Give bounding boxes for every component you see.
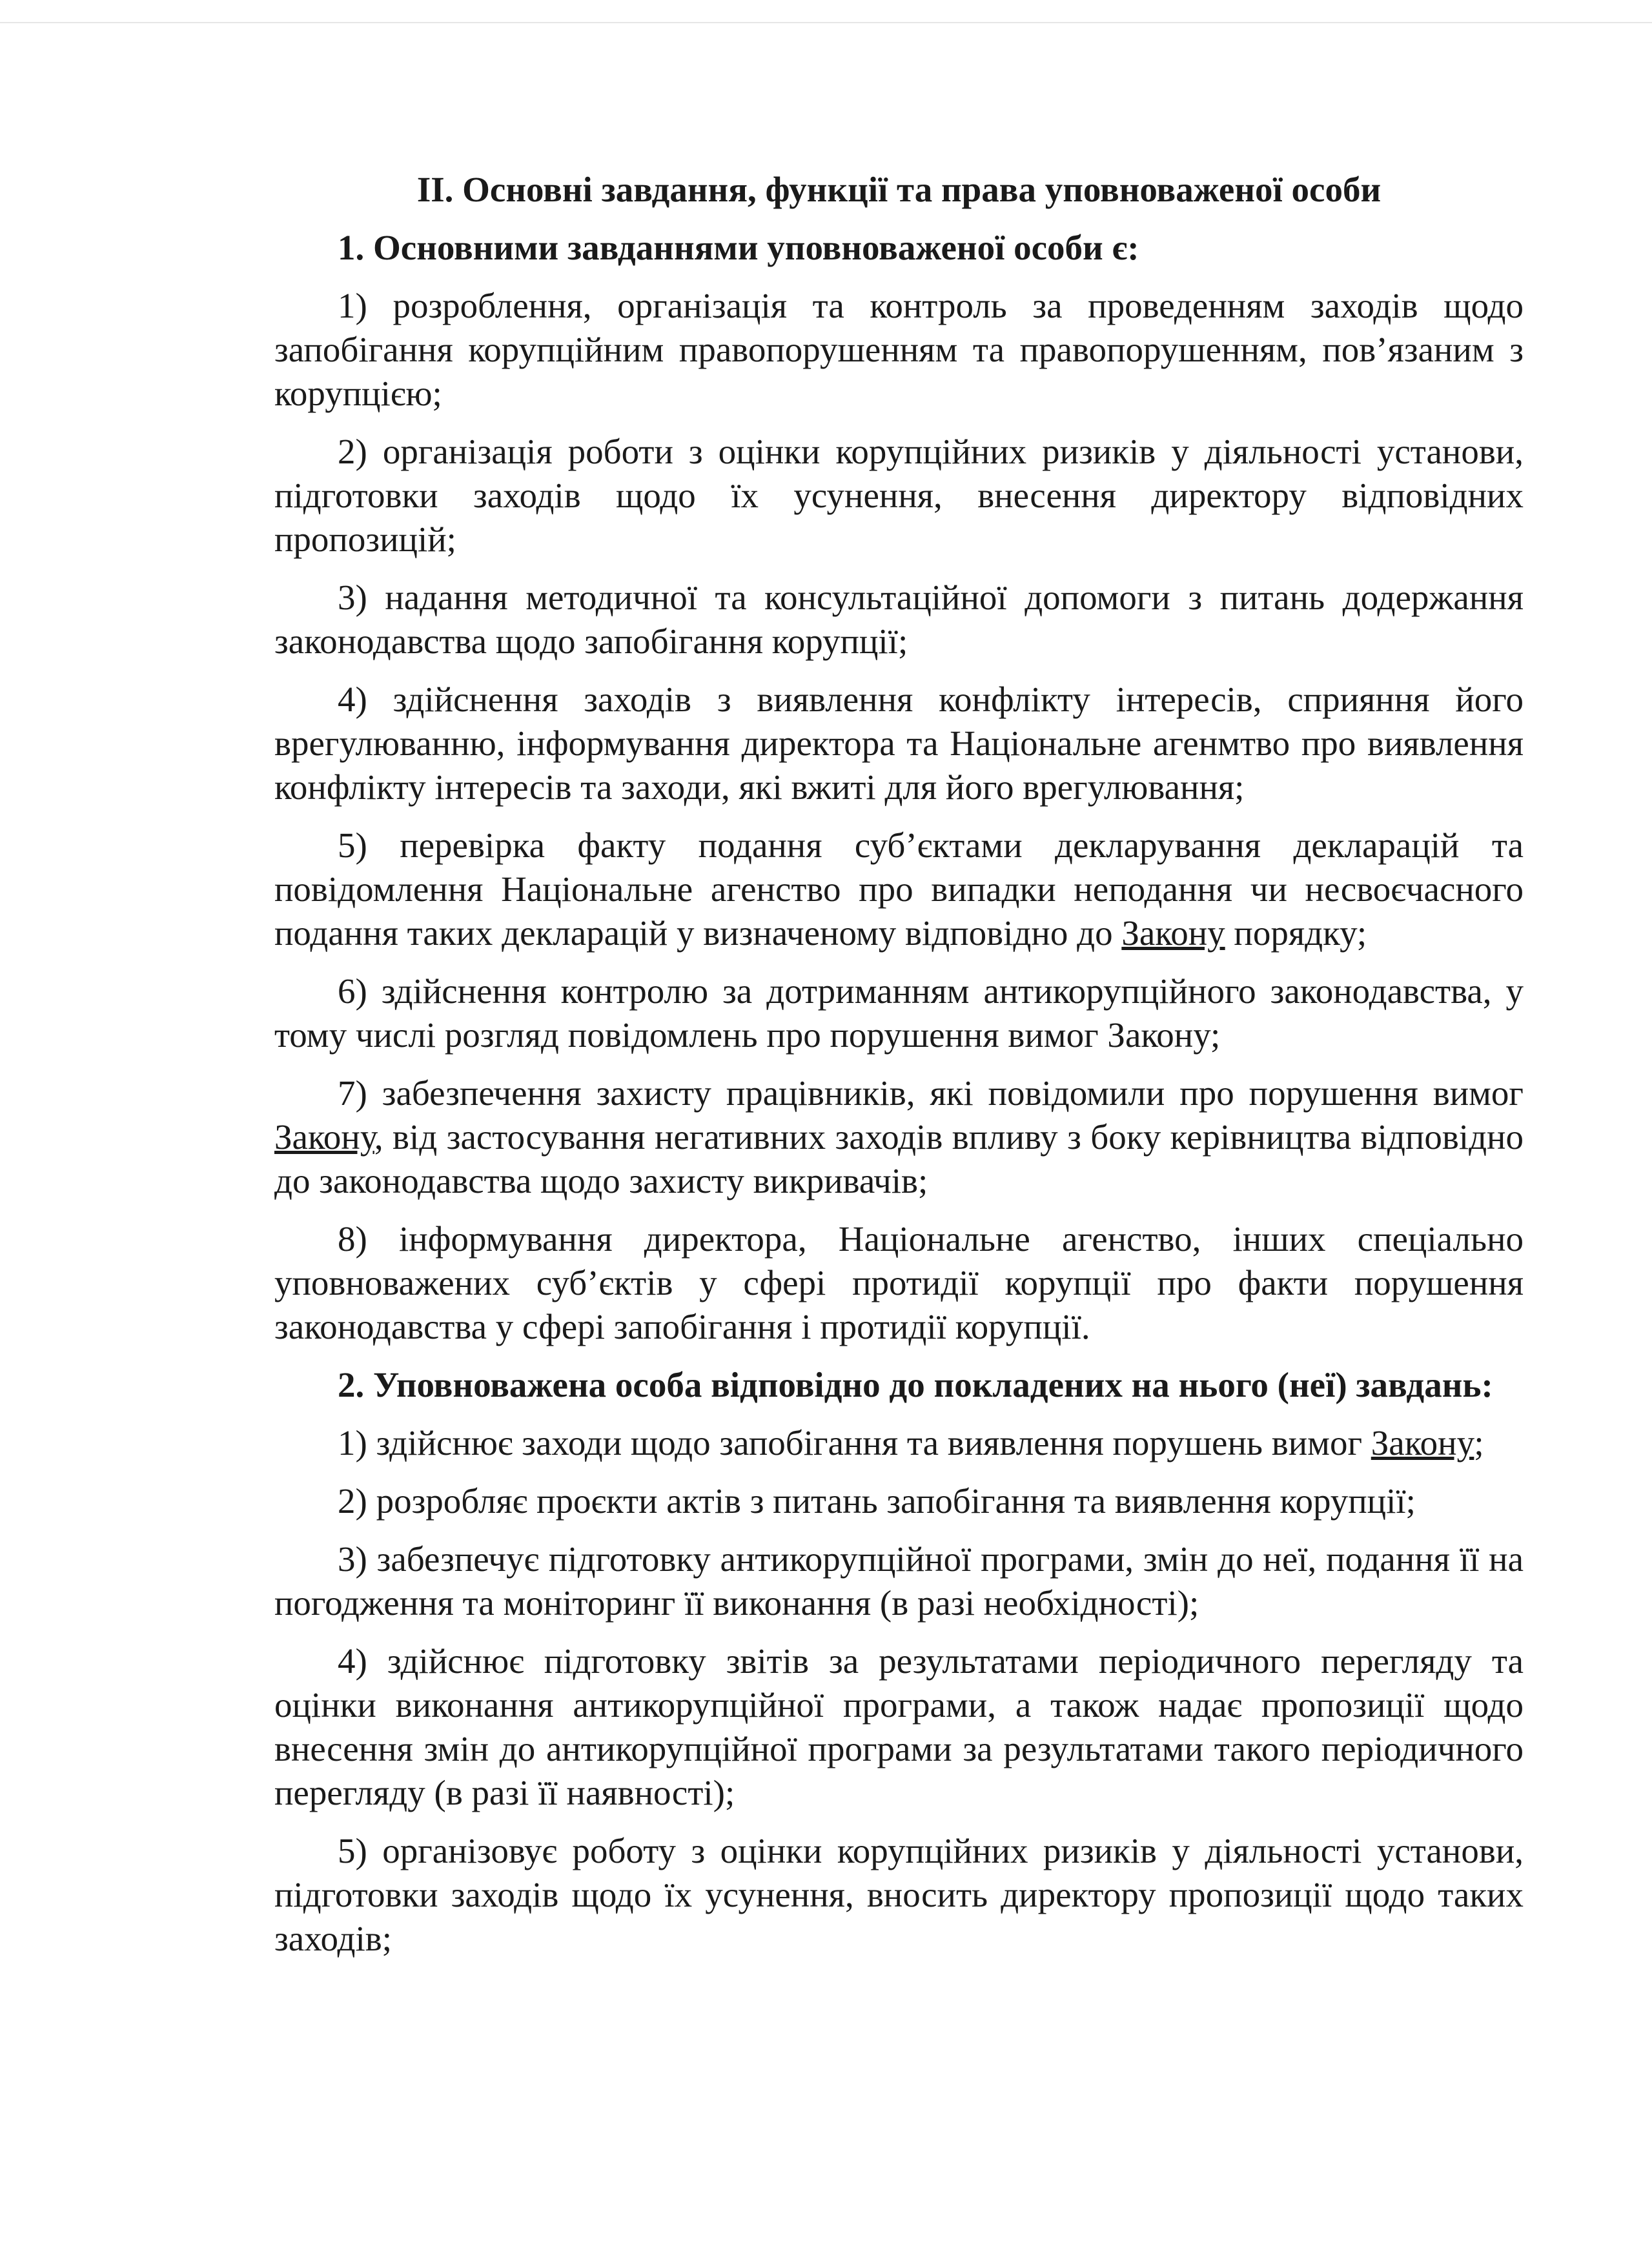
item-text: 7) забезпечення захисту працівників, які повідомили про порушення вимог [338, 1073, 1524, 1113]
section1-item-2: 2) організація роботи з оцінки корупційних ризиків у діяльності установи, підготовки заходів щодо їх усунення, внесення директору відповідних пропозицій; [274, 432, 1524, 559]
scan-edge [0, 0, 1652, 23]
section2-item-4: 4) здійснює підготовку звітів за результатами періодичного перегляду та оцінки виконання антикорупційної програми, а також надає пропозиції щодо внесення змін до антикорупційної програми за результатами такого періодичного перегляду (в разі її наявності); [274, 1641, 1524, 1812]
section-heading: II. Основні завдання, функції та права уповноваженої особи [416, 170, 1382, 209]
section1-item-8: 8) інформування директора, Національне агенство, інших спеціально уповноважених суб’єктів у сфері протидії корупції про факти порушення законодавства у сфері запобігання і протидії корупції. [274, 1219, 1524, 1346]
law-link[interactable]: Закону [274, 1117, 374, 1157]
law-link[interactable]: Закону [1371, 1423, 1474, 1463]
item-text: 5) перевірка факту подання суб’єктами декларування декларацій та повідомлення Національне агенство про випадки неподання чи несвоєчасного подання таких декларацій у визначеному відповідно до [274, 825, 1524, 953]
section1-title: 1. Основними завданнями уповноваженої особи є: [338, 228, 1139, 267]
item-text: , від застосування негативних заходів впливу з боку керівництва відповідно до законодавства щодо захисту викривачів; [274, 1117, 1524, 1200]
section1-item-1: 1) розроблення, організація та контроль за проведенням заходів щодо запобігання корупційним правопорушенням та правопорушенням, пов’язаним з корупцією; [274, 286, 1524, 413]
section2-item-5: 5) організовує роботу з оцінки корупційних ризиків у діяльності установи, підготовки заходів щодо їх усунення, вносить директору пропозиції щодо таких заходів; [274, 1831, 1524, 1958]
section2-item-3: 3) забезпечує підготовку антикорупційної програми, змін до неї, подання її на погодження та моніторинг її виконання (в разі необхідності); [274, 1539, 1524, 1623]
section1-item-5 [274, 824, 1524, 955]
document-page [274, 168, 1524, 1975]
section1-item-6: 6) здійснення контролю за дотриманням антикорупційного законодавства, у тому числі розгляд повідомлень про порушення вимог Закону; [274, 971, 1524, 1055]
item-text: ; [1474, 1423, 1484, 1463]
section1-item-4: 4) здійснення заходів з виявлення конфлікту інтересів, сприяння його врегулюванню, інформування директора та Національне агенмтво про виявлення конфлікту інтересів та заходи, які вжиті для його врегулювання; [274, 680, 1524, 807]
section2-item-2: 2) розробляє проєкти актів з питань запобігання та виявлення корупції; [338, 1481, 1416, 1521]
section2-title: 2. Уповноважена особа відповідно до покладених на нього (неї) завдань: [338, 1365, 1493, 1404]
item-text: 1) здійснює заходи щодо запобігання та виявлення порушень вимог [338, 1423, 1371, 1463]
section2-item-1 [274, 1421, 1524, 1465]
section1-item-3: 3) надання методичної та консультаційної допомоги з питань додержання законодавства щодо запобігання корупції; [274, 578, 1524, 661]
section1-item-7 [274, 1071, 1524, 1203]
law-link[interactable]: Закону [1121, 913, 1225, 953]
item-text: порядку; [1225, 913, 1367, 953]
